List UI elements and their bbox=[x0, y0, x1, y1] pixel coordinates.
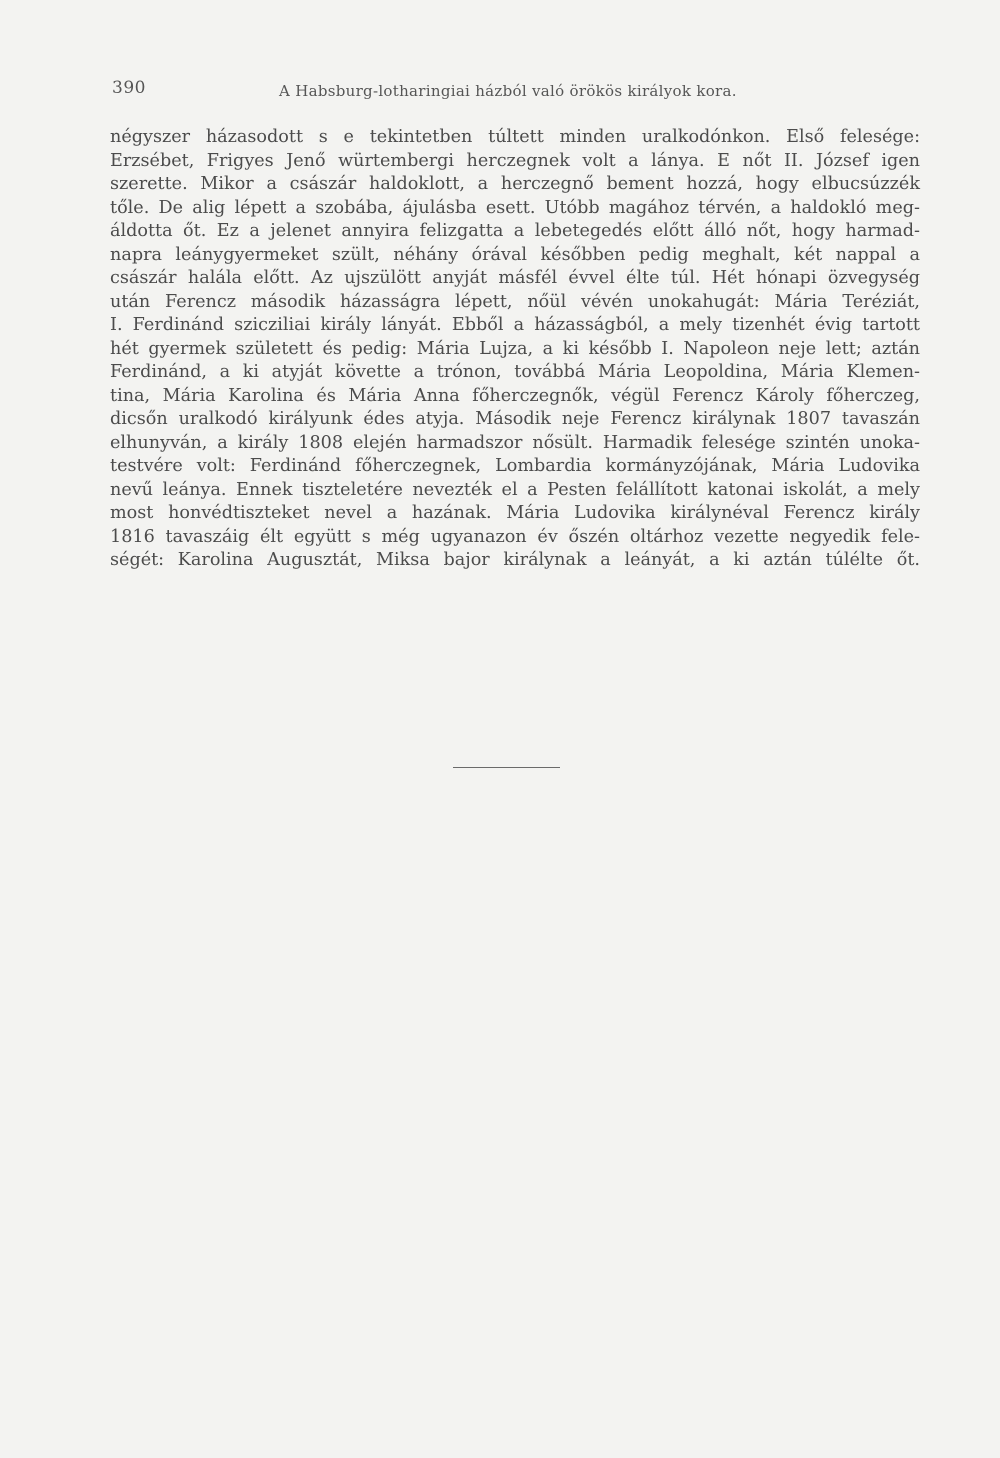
text-line: négyszer házasodott s e tekintetben túltett minden uralkodónkon. Első felesége: bbox=[110, 127, 920, 147]
running-head: A Habsburg-lotharingiai házból való örökös királyok kora. bbox=[279, 82, 737, 100]
text-line: hét gyermek született és pedig: Mária Lujza, a ki később I. Napoleon neje lett; aztán bbox=[110, 338, 920, 359]
text-line: 1816 tavaszáig élt együtt s még ugyanazon év őszén oltárhoz vezette negyedik fele- bbox=[110, 526, 920, 547]
text-line: Erzsébet, Frigyes Jenő würtembergi herczegnek volt a lánya. E nőt II. József igen bbox=[110, 150, 920, 171]
text-line: után Ferencz második házasságra lépett, nőül vévén unokahugát: Mária Teréziát, bbox=[110, 291, 920, 312]
text-line: nevű leánya. Ennek tiszteletére nevezték el a Pesten felállított katonai iskolát, a mely bbox=[110, 479, 920, 500]
text-line: dicsőn uralkodó királyunk édes atyja. Második neje Ferencz királynak 1807 tavaszán bbox=[110, 409, 920, 429]
text-line: tina, Mária Karolina és Mária Anna főherczegnők, végül Ferencz Károly főherczeg, bbox=[110, 385, 920, 406]
text-line: császár halála előtt. Az ujszülött anyját másfél évvel élte túl. Hét hónapi özvegység bbox=[110, 268, 920, 288]
text-line: tőle. De alig lépett a szobába, ájulásba esett. Utóbb magához térvén, a haldokló meg- bbox=[110, 197, 920, 218]
body-text bbox=[110, 126, 920, 573]
text-line: elhunyván, a király 1808 elején harmadszor nősült. Harmadik felesége szintén unoka- bbox=[110, 432, 920, 453]
text-line: szerette. Mikor a császár haldoklott, a herczegnő bement hozzá, hogy elbucsúzzék bbox=[110, 174, 920, 194]
page-header bbox=[112, 78, 892, 108]
text-line: I. Ferdinánd szicziliai király lányát. Ebből a házasságból, a mely tizenhét évig tartott bbox=[110, 315, 920, 335]
text-line: ségét: Karolina Augusztát, Miksa bajor királynak a leányát, a ki aztán túlélte őt. bbox=[110, 550, 920, 570]
text-line: napra leánygyermeket szült, néhány órával későbben pedig meghalt, két nappal a bbox=[110, 244, 920, 265]
text-line: áldotta őt. Ez a jelenet annyira felizgatta a lebetegedés előtt álló nőt, hogy harmad- bbox=[110, 221, 920, 241]
section-divider bbox=[453, 767, 560, 768]
page-number: 390 bbox=[112, 78, 146, 98]
text-line: testvére volt: Ferdinánd főherczegnek, Lombardia kormányzójának, Mária Ludovika bbox=[110, 456, 920, 476]
text-line: most honvédtiszteket nevel a hazának. Mária Ludovika királynéval Ferencz király bbox=[110, 503, 920, 523]
text-line: Ferdinánd, a ki atyját követte a trónon, továbbá Mária Leopoldina, Mária Klemen- bbox=[110, 362, 920, 382]
